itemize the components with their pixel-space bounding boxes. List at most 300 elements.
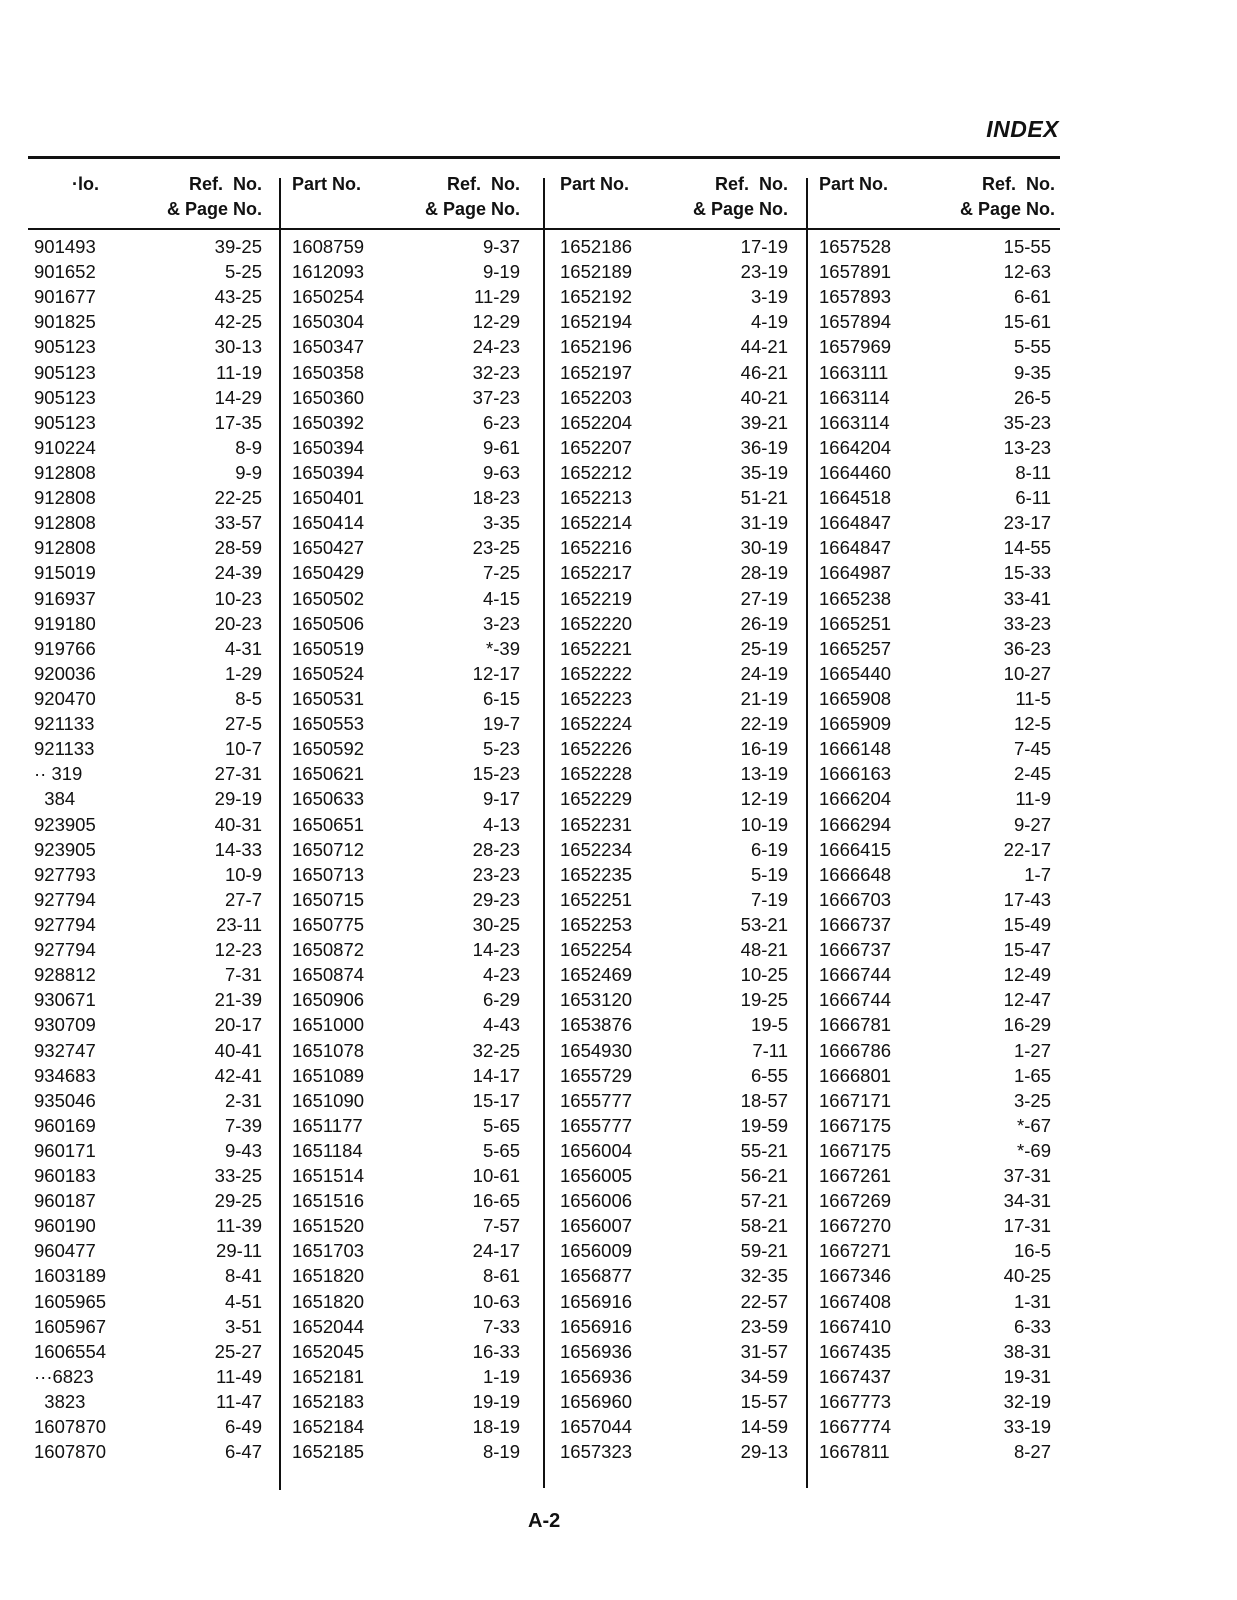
index-row — [560, 812, 792, 837]
part-number: 1655777 — [560, 1089, 633, 1111]
ref-page-number: 10-9 — [224, 863, 262, 885]
part-number: 1656005 — [560, 1165, 633, 1187]
ref-page-number: 11-39 — [216, 1215, 262, 1237]
index-row — [560, 962, 792, 987]
index-row — [292, 912, 524, 937]
index-row — [292, 661, 524, 686]
index-row — [560, 586, 792, 611]
index-row — [34, 560, 266, 585]
index-row — [819, 887, 1055, 912]
index-row — [819, 1439, 1055, 1464]
part-number: 932747 — [34, 1039, 96, 1061]
index-row — [819, 1289, 1055, 1314]
part-number: 1652469 — [560, 964, 633, 986]
index-row — [819, 586, 1055, 611]
part-number: 1651520 — [292, 1215, 365, 1237]
ref-page-number: 11-9 — [1015, 788, 1051, 810]
part-number: 1666648 — [819, 863, 892, 885]
ref-page-number: 4-19 — [750, 311, 788, 333]
ref-page-number: 5-65 — [482, 1114, 520, 1136]
part-number: 1652045 — [292, 1340, 365, 1362]
index-row — [34, 812, 266, 837]
index-row — [34, 862, 266, 887]
index-row — [560, 786, 792, 811]
part-number: 1656960 — [560, 1391, 633, 1413]
part-number: 1664847 — [819, 537, 892, 559]
part-number: 1667773 — [819, 1391, 892, 1413]
part-number: 923905 — [34, 813, 96, 835]
part-number: 1651090 — [292, 1089, 365, 1111]
index-row — [560, 334, 792, 359]
header-ref-line2: & Page No. — [166, 199, 262, 219]
index-row — [560, 1414, 792, 1439]
ref-page-number: 36-19 — [740, 436, 788, 458]
index-row — [560, 1163, 792, 1188]
index-row — [34, 1163, 266, 1188]
part-number: 1667811 — [819, 1441, 890, 1463]
index-row — [819, 485, 1055, 510]
ref-page-number: 32-19 — [1003, 1391, 1051, 1413]
ref-page-number: 15-33 — [1003, 562, 1051, 584]
index-row — [292, 1238, 524, 1263]
page-number: A-2 — [528, 1510, 561, 1532]
ref-page-number: 11-47 — [216, 1391, 262, 1413]
ref-page-number: 14-17 — [472, 1064, 520, 1086]
ref-page-number: 8-61 — [482, 1265, 520, 1287]
index-row — [34, 460, 266, 485]
ref-page-number: 3-23 — [482, 612, 520, 634]
column-divider — [806, 178, 808, 1488]
header-ref-line2: & Page No. — [424, 199, 520, 219]
ref-page-number: 6-11 — [1015, 487, 1051, 509]
part-number: 919766 — [34, 637, 96, 659]
index-row — [34, 1238, 266, 1263]
ref-page-number: 10-23 — [214, 587, 262, 609]
ref-page-number: 23-23 — [472, 863, 520, 885]
index-row — [560, 410, 792, 435]
ref-page-number: 25-27 — [214, 1340, 262, 1362]
part-number: 1656936 — [560, 1340, 633, 1362]
part-number: 920036 — [34, 662, 96, 684]
ref-page-number: 29-11 — [216, 1240, 262, 1262]
index-row — [819, 1364, 1055, 1389]
index-row — [819, 1063, 1055, 1088]
part-number: 935046 — [34, 1089, 96, 1111]
part-number: 3823 — [34, 1391, 86, 1413]
index-row — [560, 862, 792, 887]
ref-page-number: 55-21 — [740, 1139, 788, 1161]
part-number: 1665238 — [819, 587, 892, 609]
index-row — [819, 1414, 1055, 1439]
index-row — [560, 460, 792, 485]
part-number: 1650394 — [292, 461, 365, 483]
index-row — [560, 1238, 792, 1263]
index-row — [292, 510, 524, 535]
part-number: 1652044 — [292, 1315, 365, 1337]
part-number: 915019 — [34, 562, 96, 584]
index-row — [34, 1113, 266, 1138]
ref-page-number: 17-19 — [740, 236, 788, 257]
part-number: 920470 — [34, 687, 96, 709]
part-number: 1666204 — [819, 788, 892, 810]
index-row — [292, 887, 524, 912]
ref-page-number: 12-17 — [472, 662, 520, 684]
part-number: 1652216 — [560, 537, 633, 559]
part-number: 1652183 — [292, 1391, 365, 1413]
part-number: 1652204 — [560, 411, 633, 433]
ref-page-number: 43-25 — [214, 286, 262, 308]
index-row — [34, 1088, 266, 1113]
part-number: 934683 — [34, 1064, 96, 1086]
index-row — [819, 812, 1055, 837]
part-number: 1607870 — [34, 1416, 107, 1438]
part-number: 1665909 — [819, 713, 892, 735]
ref-page-number: 11-5 — [1015, 687, 1051, 709]
index-row — [34, 1289, 266, 1314]
ref-page-number: 7-25 — [482, 562, 520, 584]
part-number: 1666294 — [819, 813, 892, 835]
part-number: 1657044 — [560, 1416, 633, 1438]
ref-page-number: 6-29 — [482, 989, 520, 1011]
index-row — [292, 1263, 524, 1288]
part-number: 1664987 — [819, 562, 892, 584]
ref-page-number: 30-25 — [472, 913, 520, 935]
index-row — [819, 636, 1055, 661]
part-number: 1667410 — [819, 1315, 892, 1337]
part-number: 1652223 — [560, 687, 633, 709]
index-row — [292, 535, 524, 560]
part-number: 1667261 — [819, 1165, 892, 1187]
part-number: 1652222 — [560, 662, 633, 684]
ref-page-number: 4-13 — [482, 813, 520, 835]
ref-page-number: 5-55 — [1013, 336, 1051, 358]
index-row — [560, 1113, 792, 1138]
ref-page-number: 58-21 — [740, 1215, 788, 1237]
part-number: 1655777 — [560, 1114, 633, 1136]
part-number: 1656009 — [560, 1240, 633, 1262]
index-row — [34, 937, 266, 962]
index-row — [292, 586, 524, 611]
ref-page-number: 14-33 — [214, 838, 262, 860]
part-number: 1655729 — [560, 1064, 633, 1086]
part-number: 1651000 — [292, 1014, 365, 1036]
index-row — [34, 636, 266, 661]
part-number: 1666163 — [819, 763, 892, 785]
index-row — [819, 786, 1055, 811]
index-row — [819, 1038, 1055, 1063]
part-number: 1651078 — [292, 1039, 365, 1061]
part-number: 927794 — [34, 888, 96, 910]
part-number: 1652220 — [560, 612, 633, 634]
ref-page-number: 59-21 — [740, 1240, 788, 1262]
index-row — [34, 1213, 266, 1238]
index-row — [560, 1213, 792, 1238]
index-row — [34, 686, 266, 711]
part-number: 1656916 — [560, 1290, 633, 1312]
ref-page-number: 12-47 — [1003, 989, 1051, 1011]
part-number: 1656006 — [560, 1190, 633, 1212]
part-number: 1650360 — [292, 386, 365, 408]
ref-page-number: 7-45 — [1013, 738, 1051, 760]
index-row — [560, 761, 792, 786]
part-number: 1650254 — [292, 286, 365, 308]
part-number: 1665440 — [819, 662, 892, 684]
ref-page-number: 20-23 — [214, 612, 262, 634]
index-row — [819, 1188, 1055, 1213]
ref-page-number: 9-63 — [482, 461, 520, 483]
ref-page-number: 6-19 — [750, 838, 788, 860]
index-row — [292, 686, 524, 711]
index-row — [560, 711, 792, 736]
column-divider — [543, 178, 545, 1488]
part-number: 905123 — [34, 361, 96, 383]
part-number: 1667435 — [819, 1340, 892, 1362]
index-row — [34, 1414, 266, 1439]
part-number: 1657891 — [819, 261, 892, 283]
index-row — [34, 334, 266, 359]
part-number: 905123 — [34, 386, 96, 408]
index-row — [560, 435, 792, 460]
ref-page-number: 48-21 — [740, 939, 788, 961]
index-row — [819, 410, 1055, 435]
part-number: 1652189 — [560, 261, 633, 283]
part-number: 1663114 — [819, 411, 890, 433]
index-row — [819, 1138, 1055, 1163]
index-row — [34, 1038, 266, 1063]
ref-page-number: 7-39 — [224, 1114, 262, 1136]
index-row — [560, 636, 792, 661]
part-number: 1607870 — [34, 1441, 107, 1463]
part-number: 901677 — [34, 286, 96, 308]
index-row — [819, 761, 1055, 786]
index-row — [819, 560, 1055, 585]
ref-page-number: 9-37 — [482, 236, 520, 257]
ref-page-number: 15-23 — [472, 763, 520, 785]
ref-page-number: 10-25 — [740, 964, 788, 986]
ref-page-number: 27-19 — [740, 587, 788, 609]
ref-page-number: 36-23 — [1003, 637, 1051, 659]
ref-page-number: 17-31 — [1003, 1215, 1051, 1237]
ref-page-number: 7-11 — [752, 1039, 788, 1061]
part-number: 1663114 — [819, 386, 890, 408]
ref-page-number: 19-5 — [750, 1014, 788, 1036]
index-row — [819, 1088, 1055, 1113]
ref-page-number: 17-43 — [1003, 888, 1051, 910]
ref-page-number: 2-31 — [224, 1089, 262, 1111]
part-number: 1664204 — [819, 436, 892, 458]
index-title: INDEX — [986, 116, 1059, 142]
index-row — [560, 1138, 792, 1163]
index-row — [34, 837, 266, 862]
part-number: 1653876 — [560, 1014, 633, 1036]
part-number: 916937 — [34, 587, 96, 609]
ref-page-number: 34-59 — [740, 1365, 788, 1387]
index-row — [34, 962, 266, 987]
part-number: 1654930 — [560, 1039, 633, 1061]
ref-page-number: 6-15 — [482, 687, 520, 709]
part-number: 912808 — [34, 487, 96, 509]
header-ref-line1: Ref. No. — [714, 174, 788, 194]
header-part-no: Part No. — [292, 174, 362, 194]
index-row — [560, 661, 792, 686]
index-row — [819, 1389, 1055, 1414]
part-number: 1650502 — [292, 587, 365, 609]
part-number: 1652185 — [292, 1441, 365, 1463]
ref-page-number: 42-41 — [214, 1064, 262, 1086]
part-number: 1651177 — [292, 1114, 363, 1136]
ref-page-number: *-69 — [1017, 1139, 1051, 1161]
ref-page-number: 21-19 — [740, 687, 788, 709]
index-row — [292, 1213, 524, 1238]
part-number: 1657969 — [819, 336, 892, 358]
part-number: 1650427 — [292, 537, 365, 559]
index-row — [560, 1364, 792, 1389]
index-row — [292, 334, 524, 359]
index-row — [292, 385, 524, 410]
ref-page-number: 31-57 — [740, 1340, 788, 1362]
part-number: 1652231 — [560, 813, 633, 835]
ref-page-number: 20-17 — [214, 1014, 262, 1036]
part-number: 1650872 — [292, 939, 365, 961]
index-row — [819, 611, 1055, 636]
ref-page-number: 12-23 — [214, 939, 262, 961]
part-number: 1667271 — [819, 1240, 892, 1262]
ref-page-number: 12-19 — [740, 788, 788, 810]
index-row — [34, 1364, 266, 1389]
index-row — [34, 385, 266, 410]
index-row — [34, 1263, 266, 1288]
header-part-no: ·lo. — [72, 174, 99, 194]
part-number: 927794 — [34, 939, 96, 961]
index-row — [819, 510, 1055, 535]
ref-page-number: 27-7 — [224, 888, 262, 910]
part-number: 1605965 — [34, 1290, 107, 1312]
index-row — [819, 1213, 1055, 1238]
ref-page-number: 23-19 — [740, 261, 788, 283]
part-number: 928812 — [34, 964, 96, 986]
ref-page-number: 27-31 — [214, 763, 262, 785]
part-number: 912808 — [34, 537, 96, 559]
ref-page-number: 53-21 — [740, 913, 788, 935]
index-row — [34, 1188, 266, 1213]
ref-page-number: 30-19 — [740, 537, 788, 559]
index-row — [292, 1012, 524, 1037]
part-number: 912808 — [34, 512, 96, 534]
part-number: 1650304 — [292, 311, 365, 333]
index-row — [560, 1088, 792, 1113]
index-row — [292, 1038, 524, 1063]
ref-page-number: 10-27 — [1003, 662, 1051, 684]
index-row — [34, 1138, 266, 1163]
ref-page-number: 3-19 — [750, 286, 788, 308]
part-number: 1650906 — [292, 989, 365, 1011]
ref-page-number: 2-45 — [1013, 763, 1051, 785]
part-number: 1650392 — [292, 411, 365, 433]
ref-page-number: 11-29 — [474, 286, 520, 308]
part-number: 901652 — [34, 261, 96, 283]
ref-page-number: 9-43 — [224, 1139, 262, 1161]
ref-page-number: 17-35 — [214, 411, 262, 433]
part-number: 1667408 — [819, 1290, 892, 1312]
index-row — [292, 786, 524, 811]
index-row — [292, 962, 524, 987]
header-part-no: Part No. — [560, 174, 630, 194]
index-row — [34, 435, 266, 460]
part-number: 1651820 — [292, 1290, 365, 1312]
ref-page-number: 29-19 — [214, 788, 262, 810]
ref-page-number: 9-61 — [482, 436, 520, 458]
ref-page-number: 4-51 — [224, 1290, 262, 1312]
ref-page-number: 11-19 — [216, 361, 262, 383]
index-row — [34, 410, 266, 435]
ref-page-number: 38-31 — [1003, 1340, 1051, 1362]
ref-page-number: 15-17 — [472, 1089, 520, 1111]
ref-page-number: 42-25 — [214, 311, 262, 333]
ref-page-number: 51-21 — [740, 487, 788, 509]
index-row — [292, 1138, 524, 1163]
ref-page-number: 9-9 — [235, 461, 262, 483]
part-number: 1652217 — [560, 562, 633, 584]
ref-page-number: 12-29 — [472, 311, 520, 333]
part-number: 1652214 — [560, 512, 633, 534]
index-row — [34, 485, 266, 510]
ref-page-number: 33-23 — [1003, 612, 1051, 634]
part-number: 1605967 — [34, 1315, 107, 1337]
ref-page-number: 24-39 — [214, 562, 262, 584]
part-number: 901825 — [34, 311, 96, 333]
ref-page-number: 30-13 — [214, 336, 262, 358]
index-row — [34, 360, 266, 385]
index-rows — [560, 234, 792, 1464]
ref-page-number: 16-19 — [740, 738, 788, 760]
index-row — [560, 887, 792, 912]
part-number: 1650874 — [292, 964, 365, 986]
part-number: 1650651 — [292, 813, 365, 835]
header-ref-line1: Ref. No. — [446, 174, 520, 194]
ref-page-number: 3-35 — [482, 512, 520, 534]
index-row — [819, 1314, 1055, 1339]
ref-page-number: 5-23 — [482, 738, 520, 760]
ref-page-number: 9-19 — [482, 261, 520, 283]
ref-page-number: 22-57 — [740, 1290, 788, 1312]
part-number: 1650621 — [292, 763, 365, 785]
index-row — [292, 937, 524, 962]
ref-page-number: 8-9 — [235, 436, 262, 458]
part-number: ···6823 — [34, 1365, 94, 1387]
index-row — [560, 259, 792, 284]
ref-page-number: 7-19 — [750, 888, 788, 910]
index-row — [34, 284, 266, 309]
index-row — [819, 234, 1055, 259]
ref-page-number: 14-59 — [740, 1416, 788, 1438]
index-row — [34, 887, 266, 912]
index-row — [819, 1012, 1055, 1037]
ref-page-number: 15-47 — [1003, 939, 1051, 961]
ref-page-number: 6-55 — [750, 1064, 788, 1086]
part-number: 1650414 — [292, 512, 365, 534]
ref-page-number: 5-65 — [482, 1139, 520, 1161]
index-row — [560, 510, 792, 535]
index-row — [292, 1414, 524, 1439]
part-number: 1665257 — [819, 637, 892, 659]
ref-page-number: 24-19 — [740, 662, 788, 684]
index-row — [292, 1289, 524, 1314]
ref-page-number: 1-29 — [224, 662, 262, 684]
index-row — [292, 1188, 524, 1213]
part-number: 1650347 — [292, 336, 365, 358]
ref-page-number: 4-23 — [482, 964, 520, 986]
part-number: 1665908 — [819, 687, 892, 709]
